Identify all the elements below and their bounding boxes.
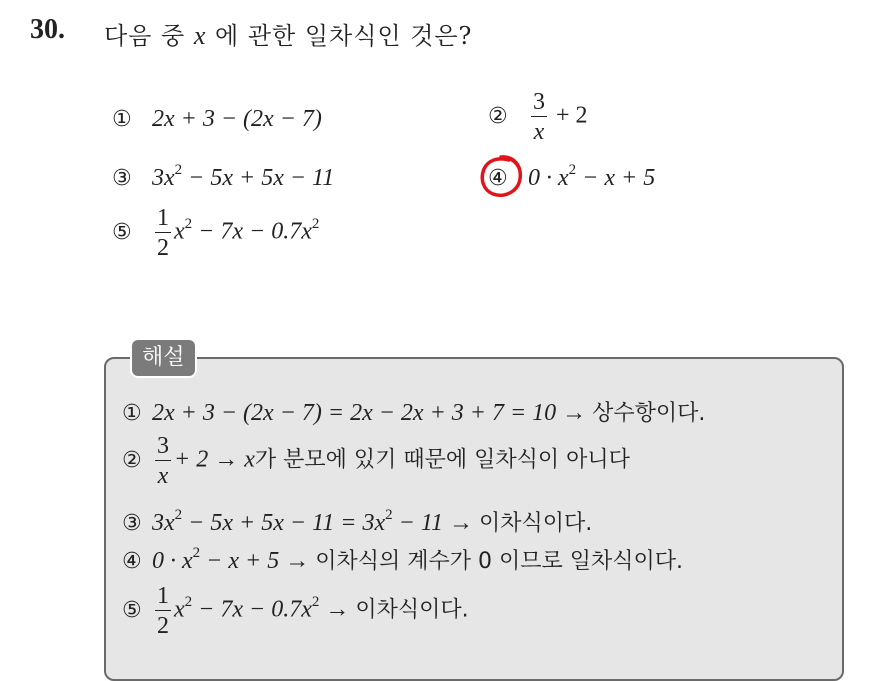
option-3-term2: − 5x + 5x − 11 xyxy=(182,165,335,191)
explanation-line-5-numerator: 1 xyxy=(157,583,169,609)
explanation-line-5-exp1: 2 xyxy=(184,593,193,610)
explanation-line-4-exp1: 2 xyxy=(192,545,201,561)
explanation-line-3-a: 3x xyxy=(152,510,175,536)
explanation-line-2-mark: ② xyxy=(122,447,142,473)
explanation-title: 해설 xyxy=(130,338,197,378)
explanation-line-5-mark: ⑤ xyxy=(122,597,142,623)
explanation-line-1-mark: ① xyxy=(122,401,142,426)
question-text-after: 에 관한 일차식인 것은? xyxy=(215,22,473,50)
option-4-term2: − x + 5 xyxy=(576,165,656,191)
option-5-denominator: 2 xyxy=(157,235,169,261)
explanation-line-4-text: 이차식의 계수가 0 이므로 일차식이다. xyxy=(315,549,683,574)
option-3-exponent: 2 xyxy=(174,162,183,178)
explanation-line-1 xyxy=(122,396,705,427)
explanation-line-1-math: 2x + 3 − (2x − 7) = 2x − 2x + 3 + 7 = 10 → xyxy=(152,400,593,426)
explanation-line-3 xyxy=(122,506,592,537)
option-5-exponent2: 2 xyxy=(311,215,320,232)
option-3-term1: 3x xyxy=(152,165,175,191)
option-5-term1: x xyxy=(174,218,185,245)
option-4-exponent: 2 xyxy=(568,162,577,178)
option-4-mark: ④ xyxy=(488,166,508,191)
option-2-numerator: 3 xyxy=(533,89,545,115)
explanation-line-3-b: − 5x + 5x − 11 = 3x xyxy=(182,510,386,536)
explanation-line-5-text: 이차식이다. xyxy=(355,597,469,623)
explanation-line-1-text: 상수항이다. xyxy=(592,401,706,426)
explanation-line-5-a: x xyxy=(174,596,185,623)
selection-circle-icon xyxy=(476,152,526,202)
explanation-line-3-c: − 11 → xyxy=(392,510,480,536)
option-2-denominator: x xyxy=(533,119,545,145)
explanation-line-5-exp2: 2 xyxy=(311,593,320,610)
explanation-line-3-exp2: 2 xyxy=(385,507,393,523)
option-3[interactable] xyxy=(112,164,334,192)
explanation-line-3-text: 이차식이다. xyxy=(479,511,593,536)
option-5-term2: − 7x − 0.7x xyxy=(192,218,312,245)
option-2-rest: + 2 xyxy=(556,102,588,129)
explanation-line-4 xyxy=(122,544,683,575)
explanation-line-2-denominator: x xyxy=(157,463,169,489)
question-variable: x xyxy=(193,21,207,50)
explanation-line-3-mark: ③ xyxy=(122,511,142,536)
option-5[interactable] xyxy=(112,206,319,260)
option-2[interactable] xyxy=(488,90,588,144)
option-1[interactable] xyxy=(112,106,322,133)
explanation-line-5-denominator: 2 xyxy=(157,613,169,639)
explanation-line-4-b: − x + 5 → xyxy=(200,548,316,574)
explanation-line-5-b: − 7x − 0.7x xyxy=(192,596,312,623)
option-5-exponent1: 2 xyxy=(184,215,193,232)
explanation-line-2-text: 가 분모에 있기 때문에 일차식이 아니다 xyxy=(254,447,630,473)
option-2-fraction xyxy=(531,90,547,144)
explanation-line-3-exp1: 2 xyxy=(174,507,183,523)
explanation-line-5-fraction xyxy=(155,584,171,638)
option-3-mark: ③ xyxy=(112,166,132,191)
explanation-line-5 xyxy=(122,584,469,638)
explanation-line-2 xyxy=(122,434,630,488)
explanation-line-4-a: 0 · x xyxy=(152,548,193,574)
question-text xyxy=(104,16,472,51)
option-5-mark: ⑤ xyxy=(112,219,132,245)
option-5-fraction xyxy=(155,206,171,260)
explanation-line-2-fraction xyxy=(155,434,171,488)
option-4-term1: 0 · x xyxy=(528,165,569,191)
explanation-line-2-math: + 2 → x xyxy=(174,446,255,473)
option-2-mark: ② xyxy=(488,103,508,129)
question-number: 30. xyxy=(30,14,65,45)
option-1-expr: 2x + 3 − (2x − 7) xyxy=(152,106,322,132)
explanation-line-5-c: → xyxy=(319,596,356,623)
option-5-numerator: 1 xyxy=(157,205,169,231)
explanation-line-4-mark: ④ xyxy=(122,549,142,574)
option-1-mark: ① xyxy=(112,107,132,132)
question-text-before: 다음 중 xyxy=(104,22,186,50)
explanation-line-2-numerator: 3 xyxy=(157,433,169,459)
